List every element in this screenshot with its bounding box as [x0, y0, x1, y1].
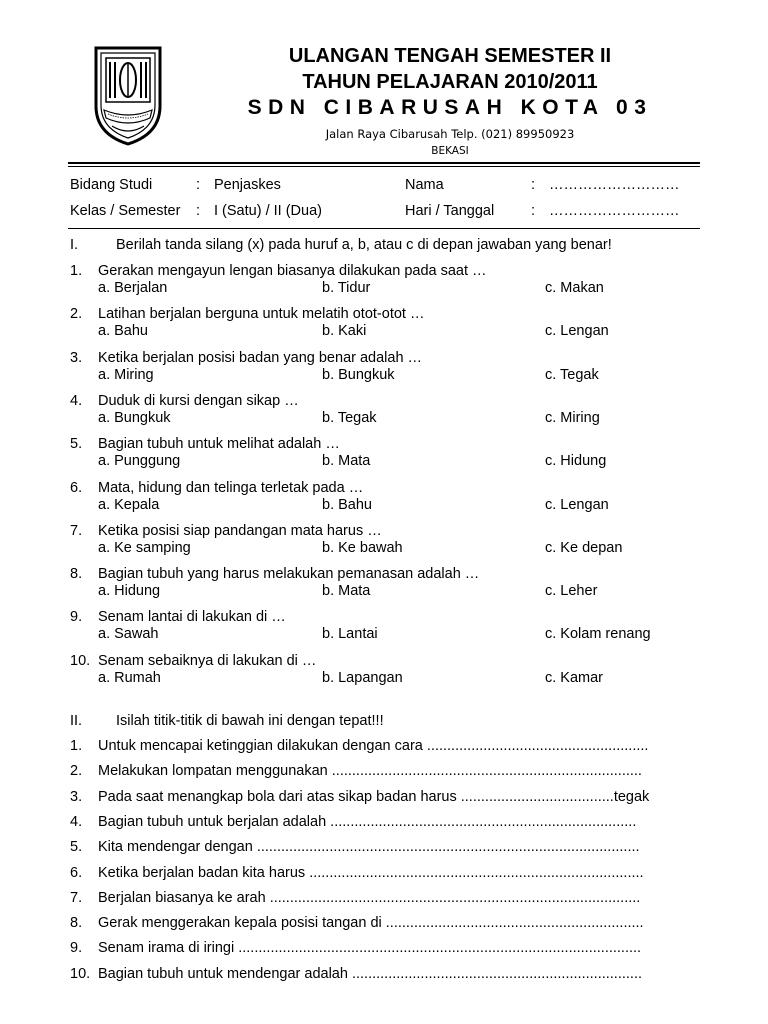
fill-in-item[interactable] [70, 762, 690, 780]
section1-numeral: I. [70, 237, 79, 253]
option-b[interactable]: b. Lantai [322, 626, 378, 643]
subject-value: Penjaskes [214, 177, 281, 193]
option-c[interactable]: c. Tegak [545, 366, 599, 383]
option-b[interactable]: b. Kaki [322, 323, 367, 340]
question-text: Bagian tubuh untuk melihat adalah … [98, 436, 340, 453]
question-number: 8. [70, 566, 83, 583]
fill-in-item[interactable] [70, 965, 690, 983]
fill-in-text: Untuk mencapai ketinggian dilakukan dengan cara ....................................................... [98, 738, 649, 754]
fill-in-item[interactable] [70, 737, 690, 755]
fill-in-text: Ketika berjalan badan kita harus ................................................................................... [98, 864, 644, 881]
question-number: 9. [70, 609, 83, 626]
option-c[interactable]: c. Lengan [545, 496, 609, 513]
option-b[interactable]: b. Tegak [322, 409, 377, 426]
fill-in-item[interactable] [70, 838, 690, 856]
fill-in-number: 5. [70, 839, 83, 856]
section2-instruction: Isilah titik-titik di bawah ini dengan tepat!!! [116, 713, 384, 729]
class-colon: : [196, 203, 201, 219]
option-b[interactable]: b. Lapangan [322, 669, 403, 686]
question-text: Mata, hidung dan telinga terletak pada … [98, 479, 364, 496]
option-a[interactable]: a. Kepala [98, 496, 160, 513]
fill-in-number: 8. [70, 915, 83, 932]
name-field[interactable]: ……………………… [549, 177, 680, 193]
option-a[interactable]: a. Bungkuk [98, 409, 171, 426]
question-number: 5. [70, 436, 83, 453]
date-field[interactable]: ……………………… [549, 203, 680, 219]
name-label: Nama [405, 177, 444, 193]
exam-title: ULANGAN TENGAH SEMESTER II [288, 45, 612, 67]
option-c[interactable]: c. Hidung [545, 453, 607, 470]
question-text: Ketika berjalan posisi badan yang benar adalah … [98, 349, 423, 366]
header-divider-thin [68, 166, 700, 167]
question-number: 1. [70, 263, 83, 279]
question-number: 3. [70, 349, 83, 366]
fill-in-number: 10. [70, 965, 91, 982]
fill-in-text: Senam irama di iringi .................................................................................................... [98, 940, 642, 957]
question-number: 2. [70, 306, 83, 323]
section1-instruction: Berilah tanda silang (x) pada huruf a, b, atau c di depan jawaban yang benar! [116, 237, 612, 253]
fill-in-item[interactable] [70, 813, 690, 831]
question-text: Gerakan mengayun lengan biasanya dilakukan pada saat … [98, 263, 487, 279]
question-text: Bagian tubuh yang harus melakukan pemanasan adalah … [98, 566, 480, 583]
question-number: 7. [70, 522, 83, 539]
option-a[interactable]: a. Ke samping [98, 539, 191, 556]
option-a[interactable]: a. Sawah [98, 626, 159, 643]
option-b[interactable]: b. Bungkuk [322, 366, 395, 383]
fill-in-number: 4. [70, 813, 83, 830]
name-colon: : [531, 177, 536, 193]
option-b[interactable]: b. Bahu [322, 496, 372, 513]
fill-in-text: Kita mendengar dengan ............................................................................................... [98, 839, 640, 856]
fill-in-number: 2. [70, 763, 83, 780]
question-text: Senam lantai di lakukan di … [98, 609, 286, 626]
header-divider-thick [68, 162, 700, 164]
option-a[interactable]: a. Bahu [98, 323, 148, 340]
question-text: Duduk di kursi dengan sikap … [98, 392, 299, 409]
fill-in-text: Berjalan biasanya ke arah ............................................................................................ [98, 889, 641, 906]
fill-in-text: Melakukan lompatan menggunakan ............................................................................. [98, 763, 642, 780]
section2-numeral: II. [70, 713, 83, 729]
option-c[interactable]: c. Lengan [545, 323, 609, 340]
fill-in-item[interactable] [70, 914, 690, 932]
option-b[interactable]: b. Mata [322, 453, 371, 470]
fill-in-item[interactable] [70, 864, 690, 882]
fill-in-number: 1. [70, 738, 83, 754]
option-a[interactable]: a. Berjalan [98, 280, 168, 296]
fill-in-number: 3. [70, 788, 83, 805]
info-divider [68, 228, 700, 229]
option-c[interactable]: c. Kamar [545, 669, 604, 686]
option-c[interactable]: c. Ke depan [545, 539, 623, 556]
option-a[interactable]: a. Hidung [98, 583, 161, 600]
option-c[interactable]: c. Makan [545, 280, 604, 296]
option-c[interactable]: c. Leher [545, 583, 598, 600]
option-c[interactable]: c. Kolam renang [545, 626, 651, 643]
question-text: Ketika posisi siap pandangan mata harus … [98, 522, 382, 539]
option-a[interactable]: a. Punggung [98, 453, 181, 470]
fill-in-text: Pada saat menangkap bola dari atas sikap badan harus ......................................tegak [98, 788, 650, 805]
school-year: TAHUN PELAJARAN 2010/2011 [302, 71, 598, 93]
option-a[interactable]: a. Rumah [98, 669, 161, 686]
question-text: Latihan berjalan berguna untuk melatih otot-otot … [98, 306, 425, 323]
class-value: I (Satu) / II (Dua) [214, 203, 322, 219]
class-label: Kelas / Semester [70, 203, 181, 219]
question-number: 6. [70, 479, 83, 496]
question-number: 4. [70, 392, 83, 409]
option-b[interactable]: b. Ke bawah [322, 539, 403, 556]
fill-in-text: Gerak menggerakan kepala posisi tangan di ................................................................ [98, 915, 644, 932]
fill-in-item[interactable] [70, 939, 690, 957]
option-a[interactable]: a. Miring [98, 366, 154, 383]
school-address: Jalan Raya Cibarusah Telp. (021) 89950923 [325, 127, 575, 141]
school-city: BEKASI [431, 145, 469, 157]
date-label: Hari / Tanggal [405, 203, 495, 219]
subject-label: Bidang Studi [70, 177, 153, 193]
fill-in-number: 9. [70, 940, 83, 957]
school-name: SDN CIBARUSAH KOTA 03 [247, 96, 653, 119]
school-crest-icon [90, 44, 166, 148]
option-c[interactable]: c. Miring [545, 409, 600, 426]
question-number: 10. [70, 652, 91, 669]
fill-in-number: 7. [70, 889, 83, 906]
fill-in-text: Bagian tubuh untuk berjalan adalah ............................................................................ [98, 813, 637, 830]
fill-in-item[interactable] [70, 788, 690, 806]
date-colon: : [531, 203, 536, 219]
fill-in-item[interactable] [70, 889, 690, 907]
option-b[interactable]: b. Mata [322, 583, 371, 600]
option-b[interactable]: b. Tidur [322, 280, 371, 296]
question-text: Senam sebaiknya di lakukan di … [98, 652, 317, 669]
fill-in-number: 6. [70, 864, 83, 881]
fill-in-text: Bagian tubuh untuk mendengar adalah ........................................................................ [98, 965, 643, 982]
subject-colon: : [196, 177, 201, 193]
